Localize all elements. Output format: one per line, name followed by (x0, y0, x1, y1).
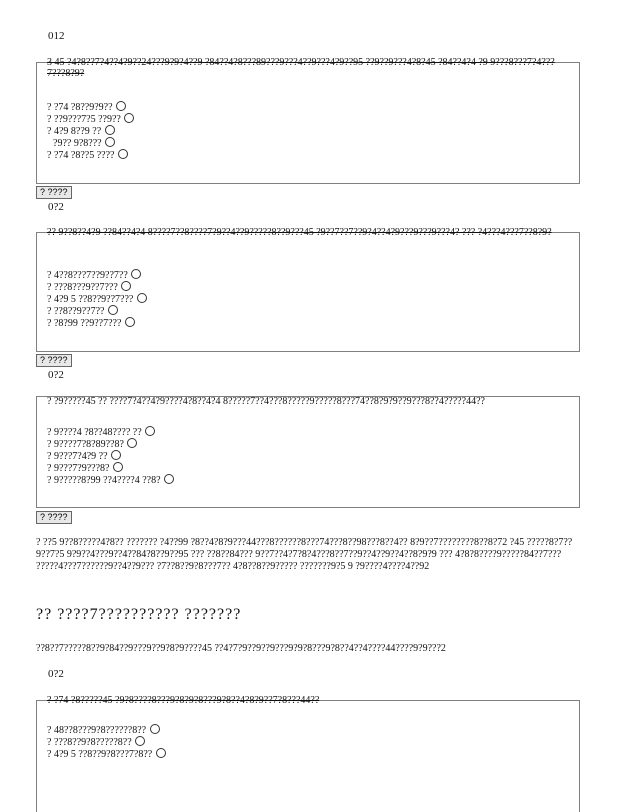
question-box (36, 227, 580, 352)
question-number: 0?2 (48, 369, 64, 381)
radio-button[interactable] (111, 450, 121, 460)
submit-button[interactable]: ? ???? (36, 511, 72, 524)
answer-option[interactable]: ? ?8?99 ??9??7??? (47, 317, 147, 329)
radio-button[interactable] (135, 736, 145, 746)
body-paragraph: ? ??5 9??8?????4?8?? ??????? ?4??99 ?8??4?8?9???44???8??????8???74???8??98???8??4?? 8?9??7????????8??8?72 ?45 ?????8?7??9??7?5 9?9??4???9??4??84?8??9??95 ??? ??8??84??? 9??7??4?7?8?4???8??7??9??4??9??4??8?9?9 ??? 4?8?8????9?????84??7??? ?????4???7??????9??4??9??? ?7??8??9?8???7?? 4?8??8??9????? ???????9?5 9 ?9????4????4??92 (36, 537, 573, 572)
radio-button[interactable] (127, 438, 137, 448)
option-list (47, 101, 134, 161)
radio-button[interactable] (116, 101, 126, 111)
question-box (36, 695, 580, 812)
answer-option[interactable]: ? 48??8???9?8??????8?? (47, 724, 166, 736)
radio-button[interactable] (105, 137, 115, 147)
radio-button[interactable] (124, 113, 134, 123)
section-heading: ?? ????7?????????? ??????? (36, 606, 242, 623)
radio-button[interactable] (121, 281, 131, 291)
question-number: 0?2 (48, 201, 64, 213)
option-list (47, 724, 166, 760)
answer-option[interactable]: ? 9???7?9???8? (47, 462, 174, 474)
radio-button[interactable] (113, 462, 123, 472)
question-text: 3 45 ?4?8??7?4??4?9??24???9?9?4??9 ?84??4?8???89???9???4??9???4?9??95 ??9??9???4?8?45 ?84??4?4 ?9 9???8???7?4???7???8?9? (47, 57, 555, 79)
answer-option[interactable]: ? 9?????8?99 ??4????4 ??8? (47, 474, 174, 486)
submit-button[interactable]: ? ???? (36, 186, 72, 199)
question-text: ?? 9??8??4?9 ??84??4?4 8????7??8????7?9??4??9?????8??9???45 ?9??7??7??9?4??4?9???9???9???4? ??? ?4???4???7??8?9? (47, 227, 552, 238)
answer-option[interactable]: ? 4?9 5 ??8??9??7??? (47, 293, 147, 305)
radio-button[interactable] (108, 305, 118, 315)
radio-button[interactable] (150, 724, 160, 734)
question-text: ? ?74 ?8?????45 ?9?8????8???9?8?9?8???9?8??4?8?9??7?8???44?? (47, 695, 320, 706)
question-number: 012 (48, 30, 65, 42)
answer-option[interactable]: ? 9????4 ?8??48???? ?? (47, 426, 174, 438)
answer-option[interactable]: ? 4?9 5 ??8??9?8???7?8?? (47, 748, 166, 760)
radio-button[interactable] (131, 269, 141, 279)
question-text: ? ?9?????45 ?? ????7?4??4?9????4?8??4?4 8?????7??4???8?????9?????8???74??8?9?9??9???8??4?????44?? (47, 396, 485, 407)
answer-option[interactable]: ? ?74 ?8??9?9?? (47, 101, 134, 113)
answer-option[interactable]: ? 4??8???7??9??7?? (47, 269, 147, 281)
answer-option[interactable]: ? ??9???7?5 ??9?? (47, 113, 134, 125)
radio-button[interactable] (145, 426, 155, 436)
answer-option[interactable]: ? ??8??9??7?? (47, 305, 147, 317)
answer-option[interactable]: ? ???8??9?8?????8?? (47, 736, 166, 748)
option-list (47, 426, 174, 486)
answer-option[interactable]: ? 4?9 8??9 ?? (47, 125, 134, 137)
section-intro: ??8??7?????8??9?84??9???9??9?8?9????45 ??4?7?9??9??9???9?9?8???9?8??4??4????44????9?9???2 (36, 643, 446, 654)
radio-button[interactable] (105, 125, 115, 135)
answer-option[interactable]: ?9?? 9?8??? (47, 137, 134, 149)
submit-button[interactable]: ? ???? (36, 354, 72, 367)
question-number: 0?2 (48, 668, 64, 680)
answer-option[interactable]: ? ?74 ?8??5 ???? (47, 149, 134, 161)
radio-button[interactable] (156, 748, 166, 758)
answer-option[interactable]: ? 9???7?4?9 ?? (47, 450, 174, 462)
question-box (36, 57, 580, 184)
question-box (36, 396, 580, 508)
option-list (47, 269, 147, 329)
answer-option[interactable]: ? 9????7?8?89??8? (47, 438, 174, 450)
answer-option[interactable]: ? ???8???9??7??? (47, 281, 147, 293)
radio-button[interactable] (164, 474, 174, 484)
radio-button[interactable] (137, 293, 147, 303)
radio-button[interactable] (125, 317, 135, 327)
radio-button[interactable] (118, 149, 128, 159)
